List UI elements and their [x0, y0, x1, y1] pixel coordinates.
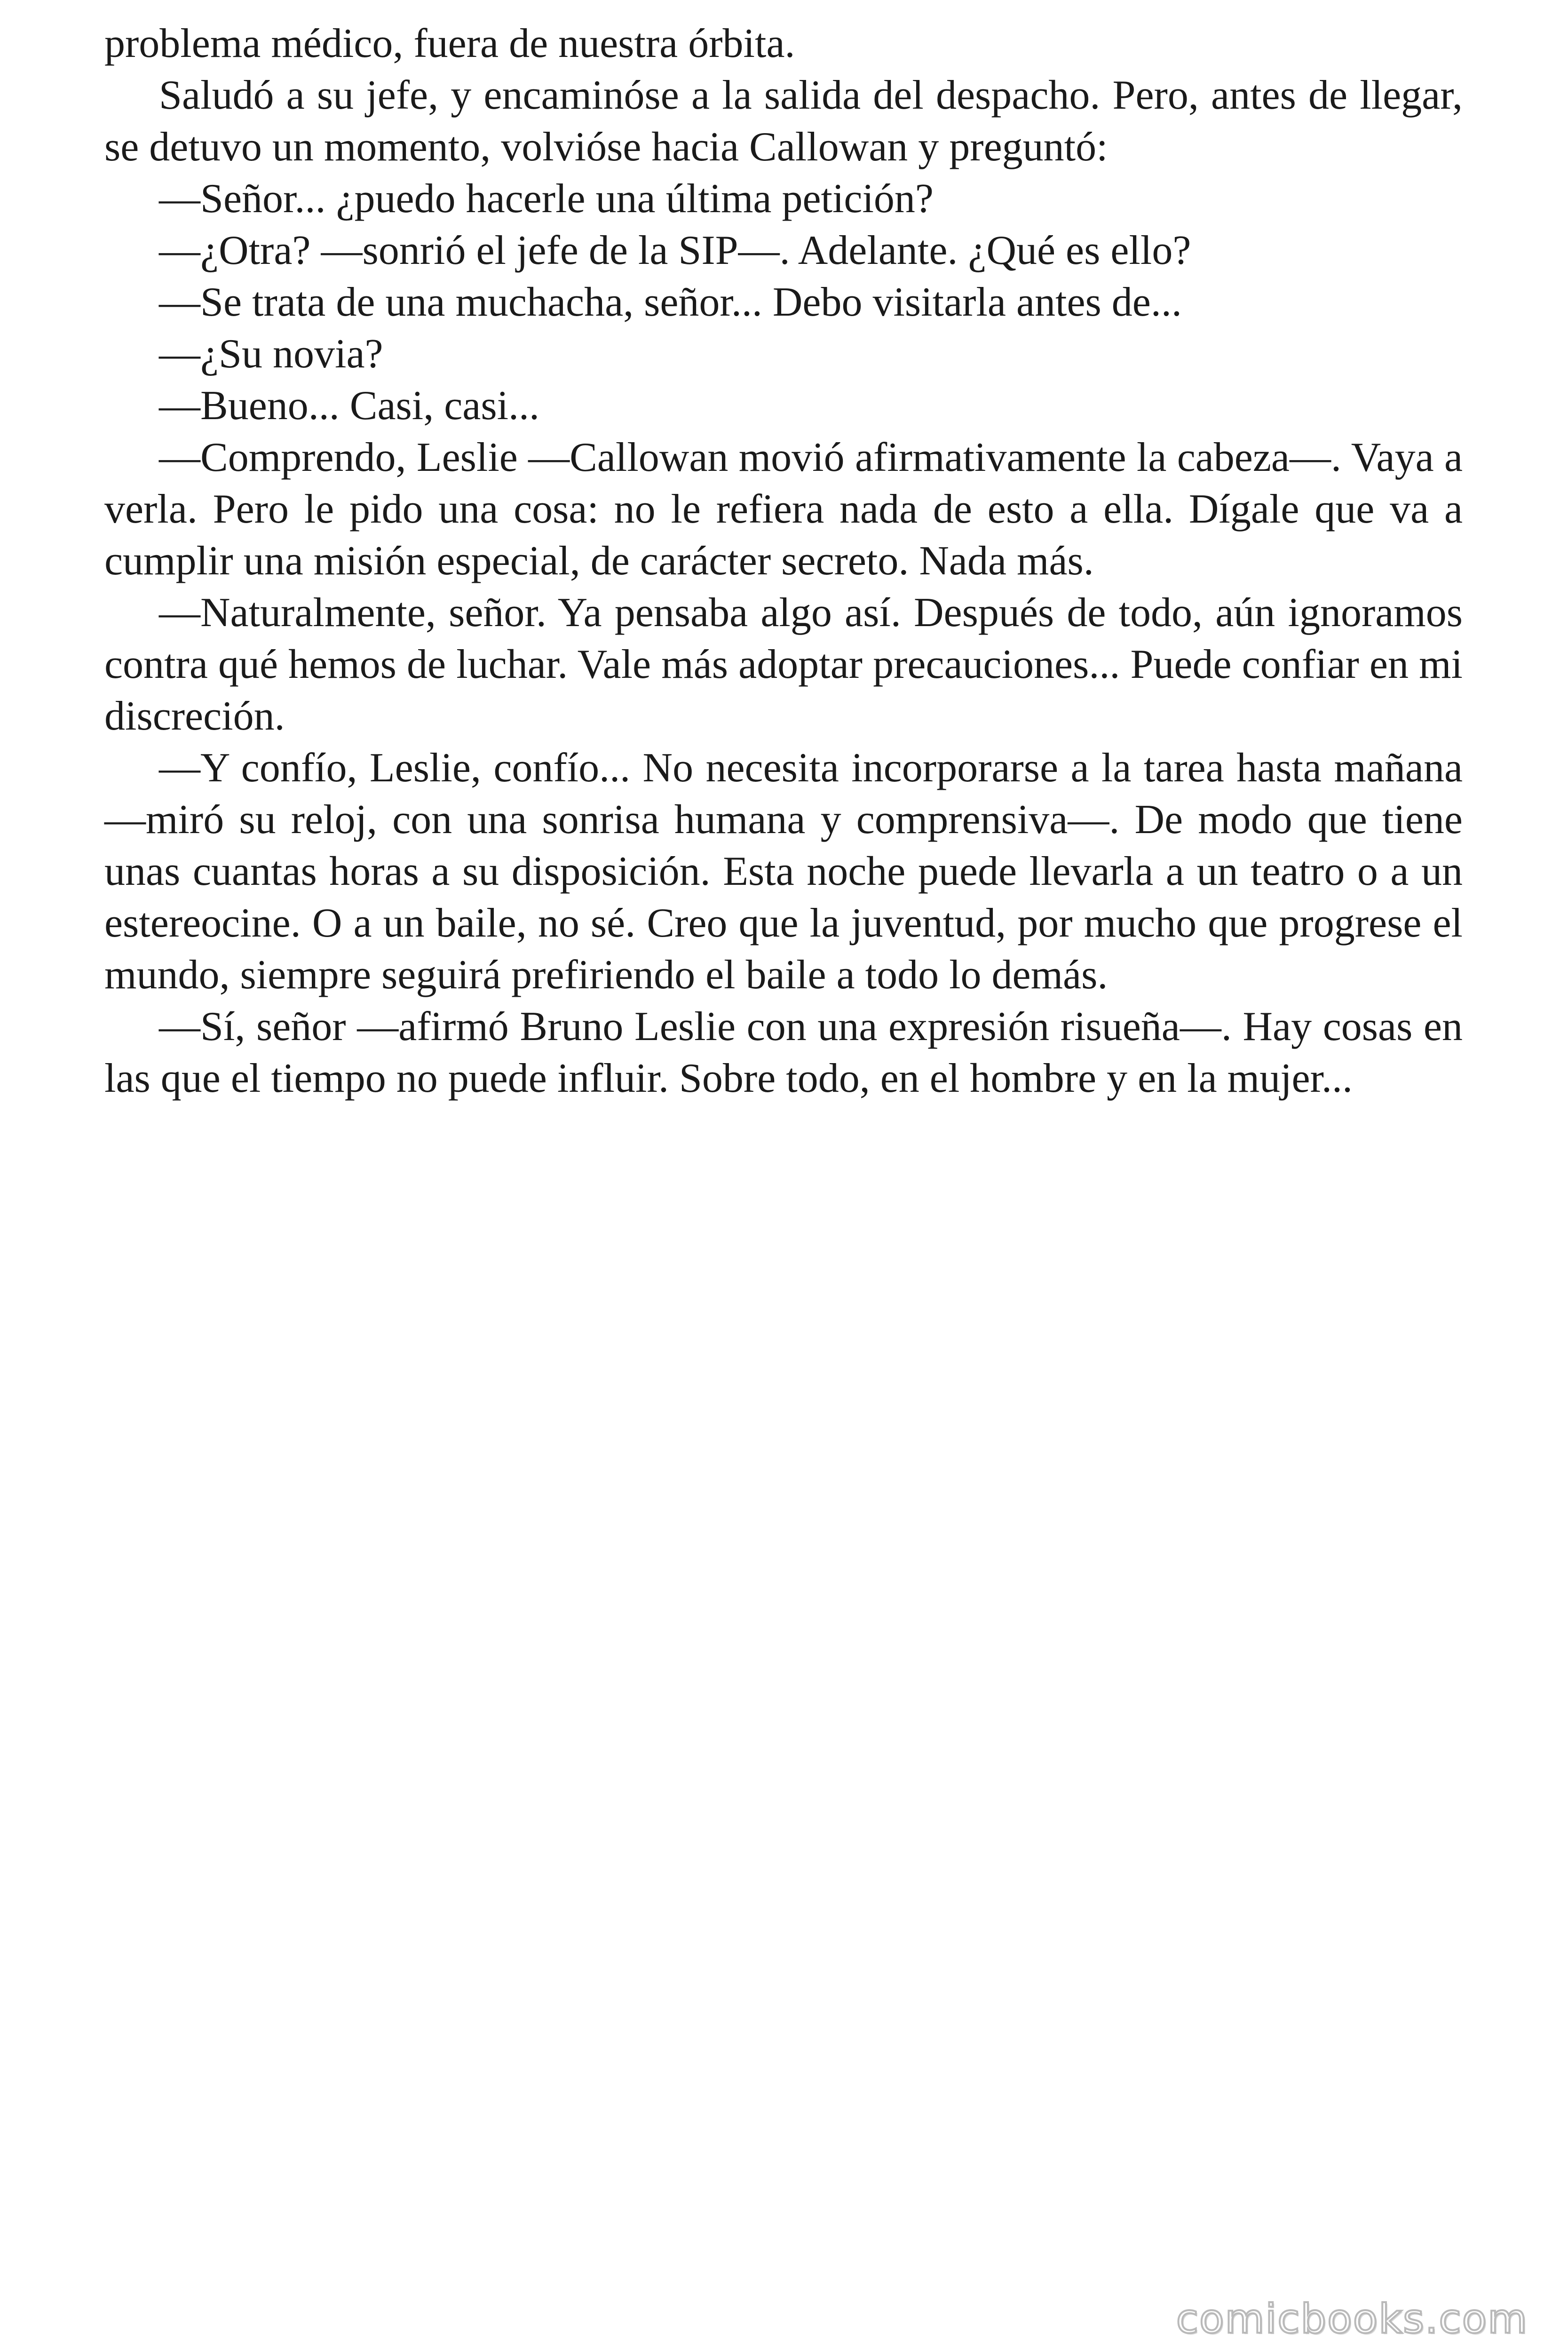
paragraph: —Naturalmente, señor. Ya pensaba algo así. Después de todo, aún ignoramos contra qué hemos de luchar. Vale más adoptar precauciones... Puede confiar en mi discreción. [104, 590, 1463, 739]
paragraph: —Sí, señor —afirmó Bruno Leslie con una expresión risueña—. Hay cosas en las que el tiempo no puede influir. Sobre todo, en el hombre y en la mujer... [104, 1004, 1463, 1101]
paragraph: Saludó a su jefe, y encaminóse a la salida del despacho. Pero, antes de llegar, se detuvo un momento, volvióse hacia Callowan y preguntó: [104, 72, 1463, 170]
paragraph: —Bueno... Casi, casi... [159, 383, 540, 429]
paragraph: —Y confío, Leslie, confío... No necesita incorporarse a la tarea hasta mañana —miró su reloj, con una sonrisa humana y comprensiva—. De modo que tiene unas cuantas horas a su disposición. Esta noche puede llevarla a un teatro o a un estereocine. O a un baile, no sé. Creo que la juventud, por mucho que progrese el mundo, siempre seguirá prefiriendo el baile a todo lo demás. [104, 745, 1463, 998]
paragraph: problema médico, fuera de nuestra órbita. [104, 21, 795, 66]
paragraph: —Comprendo, Leslie —Callowan movió afirmativamente la cabeza—. Vaya a verla. Pero le pido una cosa: no le refiera nada de esto a ella. Dígale que va a cumplir una misión especial, de carácter secreto. Nada más. [104, 435, 1463, 584]
paragraph: —¿Su novia? [159, 331, 383, 377]
paragraph: —Señor... ¿puedo hacerle una última petición? [159, 176, 934, 222]
paragraph: —¿Otra? —sonrió el jefe de la SIP—. Adelante. ¿Qué es ello? [159, 228, 1191, 273]
watermark-logo: comicbooks.com [1176, 2296, 1528, 2343]
paragraph: —Se trata de una muchacha, señor... Debo visitarla antes de... [159, 279, 1182, 325]
body-text [104, 18, 1463, 1104]
